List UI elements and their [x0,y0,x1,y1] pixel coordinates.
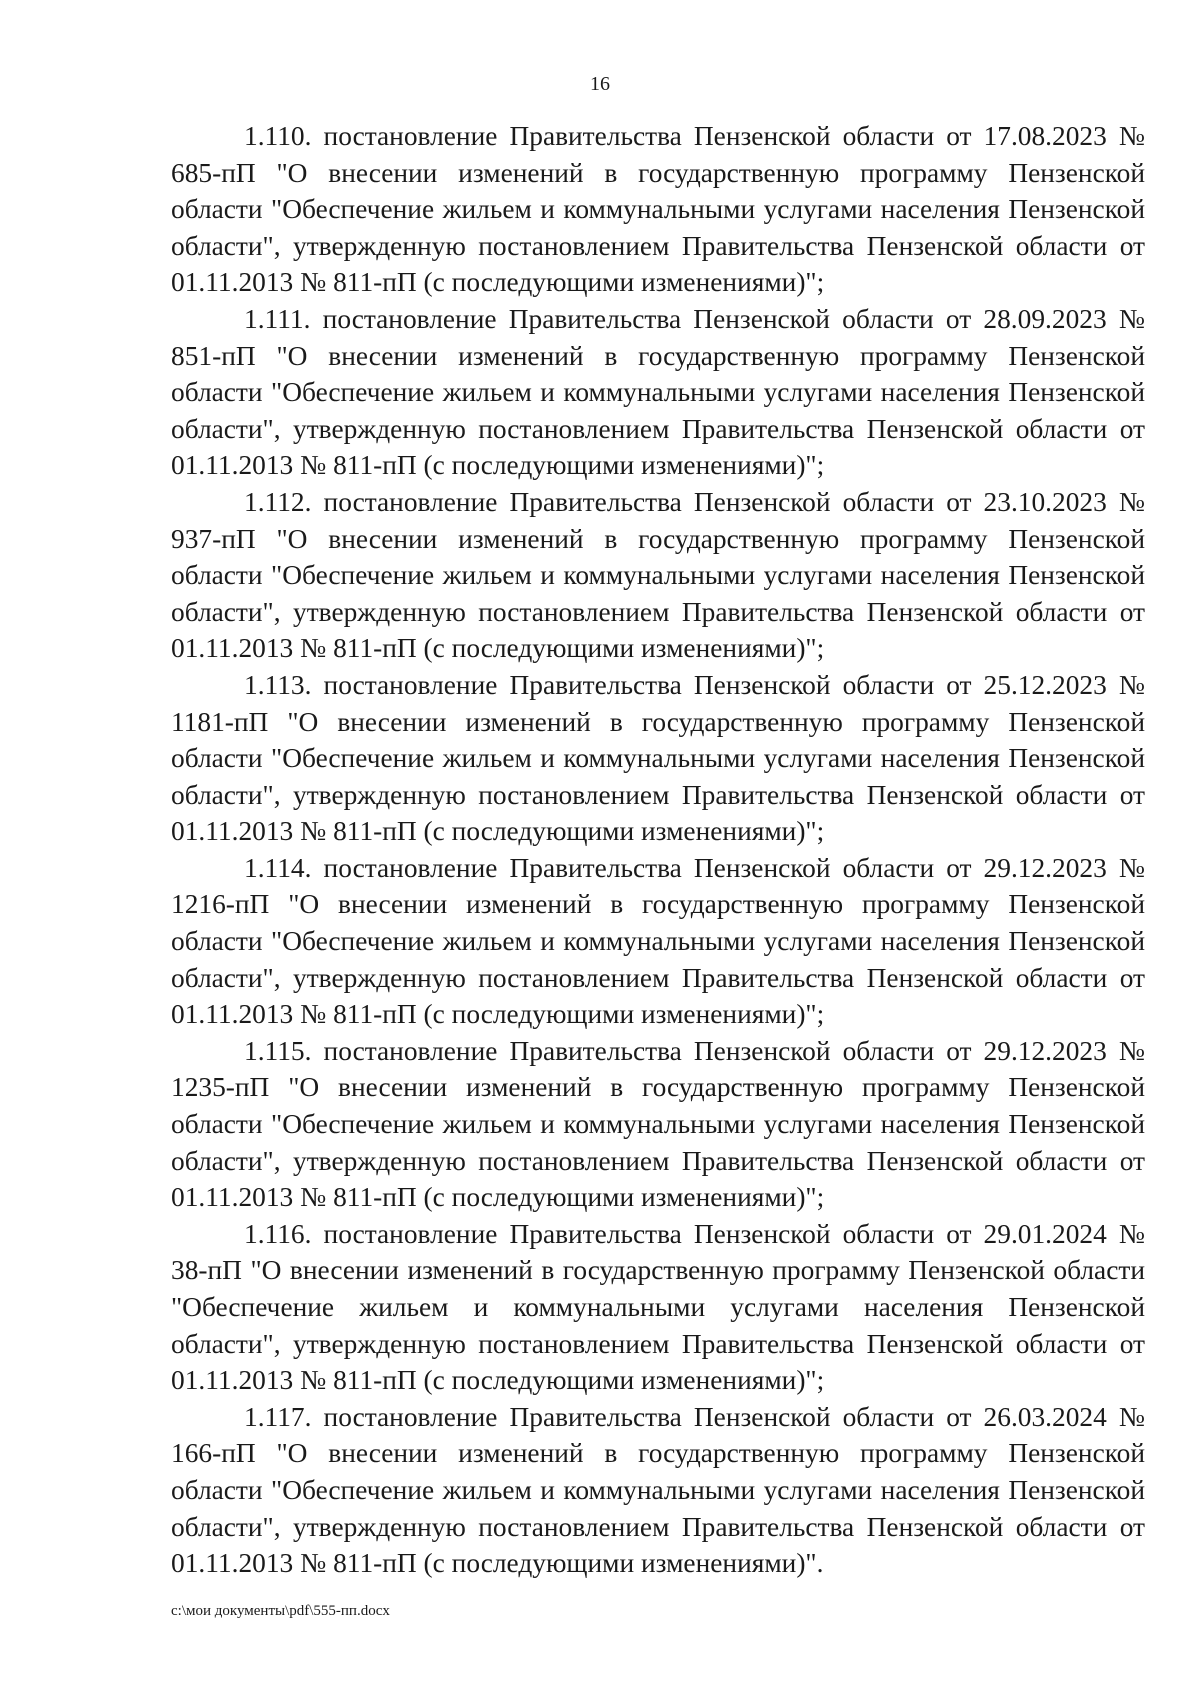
list-item [171,118,1145,301]
item-number: 1.117. [244,1401,312,1432]
item-text: постановление Правительства Пензенской области от 29.12.2023 № 1235-пП "О внесении изменений в государственную программу Пензенской области "Обеспечение жильем и коммунальными услугами населения Пензенской области", утвержденную постановлением Правительства Пензенской области от 01.11.2013 № 811-пП (с последующими изменениями)"; [171,1035,1145,1213]
item-number: 1.112. [244,486,312,517]
item-number: 1.113. [244,669,312,700]
item-number: 1.110. [244,121,312,151]
footer-file-path: c:\мои документы\pdf\555-пп.docx [171,1603,390,1619]
item-number: 1.111. [244,303,311,334]
item-text: постановление Правительства Пензенской области от 29.12.2023 № 1216-пП "О внесении изменений в государственную программу Пензенской области "Обеспечение жильем и коммунальными услугами населения Пензенской области", утвержденную постановлением Правительства Пензенской области от 01.11.2013 № 811-пП (с последующими изменениями)"; [171,852,1145,1030]
item-text: постановление Правительства Пензенской области от 17.08.2023 № 685-пП "О внесении изменений в государственную программу Пензенской области "Обеспечение жильем и коммунальными услугами населения Пензенской области", утвержденную постановлением Правительства Пензенской области от 01.11.2013 № 811-пП (с последующими изменениями)"; [171,121,1145,298]
document-body [171,118,1145,1582]
list-item [171,301,1145,484]
item-number: 1.116. [244,1218,312,1249]
list-item [171,1399,1145,1582]
list-item [171,667,1145,850]
item-text: постановление Правительства Пензенской области от 28.09.2023 № 851-пП "О внесении изменений в государственную программу Пензенской области "Обеспечение жильем и коммунальными услугами населения Пензенской области", утвержденную постановлением Правительства Пензенской области от 01.11.2013 № 811-пП (с последующими изменениями)"; [171,303,1145,481]
item-text: постановление Правительства Пензенской области от 26.03.2024 № 166-пП "О внесении изменений в государственную программу Пензенской области "Обеспечение жильем и коммунальными услугами населения Пензенской области", утвержденную постановлением Правительства Пензенской области от 01.11.2013 № 811-пП (с последующими изменениями)". [171,1401,1145,1579]
list-item [171,850,1145,1033]
list-item [171,1216,1145,1399]
item-text: постановление Правительства Пензенской области от 25.12.2023 № 1181-пП "О внесении изменений в государственную программу Пензенской области "Обеспечение жильем и коммунальными услугами населения Пензенской области", утвержденную постановлением Правительства Пензенской области от 01.11.2013 № 811-пП (с последующими изменениями)"; [171,669,1145,847]
item-number: 1.114. [244,852,312,883]
list-item [171,484,1145,667]
item-text: постановление Правительства Пензенской области от 29.01.2024 № 38-пП "О внесении изменений в государственную программу Пензенской области "Обеспечение жильем и коммунальными услугами населения Пензенской области", утвержденную постановлением Правительства Пензенской области от 01.11.2013 № 811-пП (с последующими изменениями)"; [171,1218,1145,1396]
item-number: 1.115. [244,1035,312,1066]
list-item [171,1033,1145,1216]
page-number: 16 [590,73,610,95]
item-text: постановление Правительства Пензенской области от 23.10.2023 № 937-пП "О внесении изменений в государственную программу Пензенской области "Обеспечение жильем и коммунальными услугами населения Пензенской области", утвержденную постановлением Правительства Пензенской области от 01.11.2013 № 811-пП (с последующими изменениями)"; [171,486,1145,664]
